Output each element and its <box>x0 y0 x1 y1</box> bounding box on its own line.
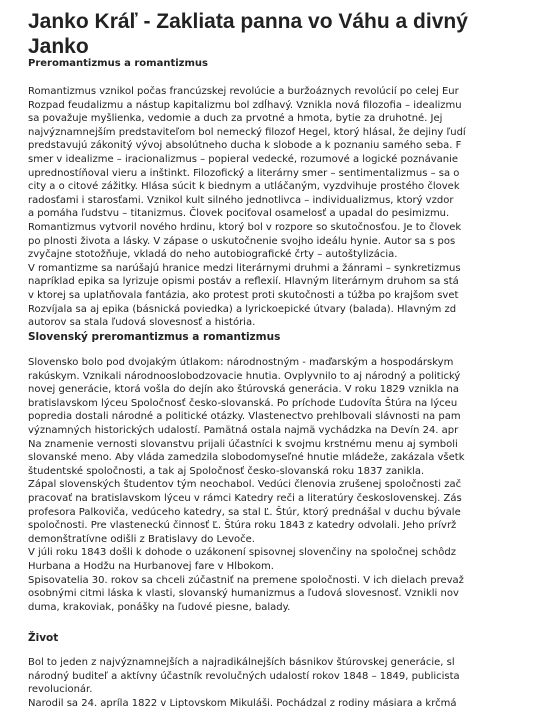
text-line: Hurbana a Hodžu na Hurbanovej fare v Hlbokom. <box>28 560 274 572</box>
text-line: Zápal slovenských študentov tým neochabol. Vedúci členovia zrušenej spoločnosti zač <box>28 479 462 491</box>
section-2-heading: Slovenský preromantizmus a romantizmus <box>28 331 281 343</box>
text-line: Bol to jeden z najvýznamnejších a najradikálnejších básnikov štúrovskej generácie, sl <box>28 657 455 668</box>
text-line: radosťami i starosťami. Vznikol kult silného jednotlivca – individualizmus, ktorý vzdor <box>28 194 454 206</box>
text-line: bratislavskom lýceu Spoločnosť česko-slovanská. Po príchode Ľudovíta Štúra na lýceu <box>28 397 458 409</box>
text-line: Slovensko bolo pod dvojakým útlakom: národnostným - maďarským a hospodárskym <box>28 357 454 368</box>
text-line: Na znamenie vernosti slovanstvu prijali účastníci k svojmu krstnému menu aj symboli <box>28 438 458 450</box>
text-line: študentské spoločnosti, a tak aj Spoločnosť česko-slovanská roku 1837 zanikla. <box>28 465 425 477</box>
text-line: V júli roku 1843 došli k dohode o uzákonení spisovnej slovenčiny na spoločnej schôdz <box>28 547 457 559</box>
section-3-paragraph <box>28 656 548 710</box>
text-line: Rozpad feudalizmu a nástup kapitalizmu bol zdĺhavý. Vznikla nová filozofia – idealizmu <box>28 99 462 111</box>
text-line: Rozvíjala sa aj epika (básnická poviedka) a lyrickoepické útvary (balada). Hlavným zd <box>28 303 457 315</box>
text-line: duma, krakoviak, ponášky na ľudové piesne, balady. <box>28 601 291 613</box>
text-line: slovanské meno. Aby vláda zamedzila slobodomyseľné hnutie mládeže, zakázala všetk <box>28 452 465 464</box>
text-line: spoločnosti. Pre vlasteneckú činnosť Ľ. Štúra roku 1843 z katedry odvolali. Jeho prívrž <box>28 520 457 532</box>
text-line: národný buditeľ a aktívny účastník revolučných udalostí rokov 1848 – 1849, publicista <box>28 670 460 682</box>
text-line: autorov sa stala ľudová slovesnosť a história. <box>28 317 256 329</box>
text-line: najvýznamnejším predstaviteľom bol nemecký filozof Hegel, ktorý hlásal, že dejiny ľudí <box>28 126 466 138</box>
text-line: revolucionár. <box>28 684 93 696</box>
text-line: osobnými citmi láska k vlasti, slovanský humanizmus a ľudová slovesnosť. Vznikli nov <box>28 588 459 600</box>
text-line: napríklad epika sa lyrizuje opismi postáv a reflexií. Hlavným literárnym druhom sa stá <box>28 276 459 288</box>
text-line: sa považuje myšlienka, vedomie a duch za prvotné a hmota, bytie za druhotné. Jej <box>28 113 443 125</box>
page-title <box>28 9 548 59</box>
text-line: po plnosti života a lásky. V zápase o uskutočnenie svojho ideálu hynie. Autor sa s pos <box>28 235 456 247</box>
text-line: zvyčajne stotožňuje, vkladá do neho autobiografické črty – autoštylizácia. <box>28 249 398 261</box>
text-line: významných historických udalostí. Pamätná ostala najmä vychádzka na Devín 24. apr <box>28 424 459 436</box>
text-line: Romantizmus vznikol počas francúzskej revolúcie a buržoáznych revolúcií po celej Eur <box>28 86 459 97</box>
text-line: profesora Palkoviča, vedúceho katedry, sa stal Ľ. Štúr, ktorý prednášal v duchu bývale <box>28 506 461 518</box>
text-line: uprednostíňoval vieru a inštinkt. Filozofický a literárny smer – sentimentalizmus – sa o <box>28 167 460 179</box>
page-subtitle: Preromantizmus a romantizmus <box>28 58 208 69</box>
text-line: v ktorej sa uplatňovala fantázia, ako protest proti skutočnosti a túžba po krajšom svet <box>28 289 459 301</box>
text-line: rakúskym. Vznikali národnooslobodzovacie hnutia. Ovplyvnilo to aj národný a politický <box>28 370 461 382</box>
text-line: V romantizme sa narúšajú hranice medzi literárnymi druhmi a žánrami – synkretizmus <box>28 262 461 274</box>
page-title-line-1: Janko Kráľ - Zakliata panna vo Váhu a divný <box>28 10 468 33</box>
text-line: smer v idealizme – iracionalizmus – popieral vedecké, rozumové a logické poznávanie <box>28 153 459 165</box>
text-line: Spisovatelia 30. rokov sa chceli zúčastniť na premene spoločnosti. V ich dielach prevaž <box>28 574 464 586</box>
text-line: a pomáha ľudstvu – titanizmus. Človek pociťoval osamelosť a upadal do pesimizmu. <box>28 208 450 220</box>
section-2-paragraph <box>28 356 548 614</box>
text-line: pracovať na bratislavskom lýceu v rámci Katedry reči a literatúry československej. Zás <box>28 492 462 504</box>
text-line: Romantizmus vytvoril nového hrdinu, ktorý bol v rozpore so skutočnosťou. Je to človek <box>28 221 462 233</box>
section-3-heading: Život <box>28 632 59 644</box>
text-line: novej generácie, ktorá vošla do dejín ako štúrovská generácia. V roku 1829 vznikla na <box>28 384 459 396</box>
page-title-line-2: Janko <box>28 35 89 58</box>
section-1-paragraph <box>28 85 548 330</box>
text-line: predstavujú zákonitý vývoj absolútneho ducha k slobode a k poznaniu samého seba. F <box>28 140 462 152</box>
text-line: Narodil sa 24. apríla 1822 v Liptovskom Mikuláši. Pochádzal z rodiny másiara a krčmá <box>28 697 457 709</box>
text-line: popredia dostali národné a politické otázky. Vlastenectvo prehlbovali slávnosti na pam <box>28 411 461 423</box>
text-line: demonštratívne odišli z Bratislavy do Levoče. <box>28 533 255 545</box>
text-line: city a o citové zážitky. Hlása súcit k biednym a utláčaným, vyzdvihuje prostého človek <box>28 181 460 193</box>
